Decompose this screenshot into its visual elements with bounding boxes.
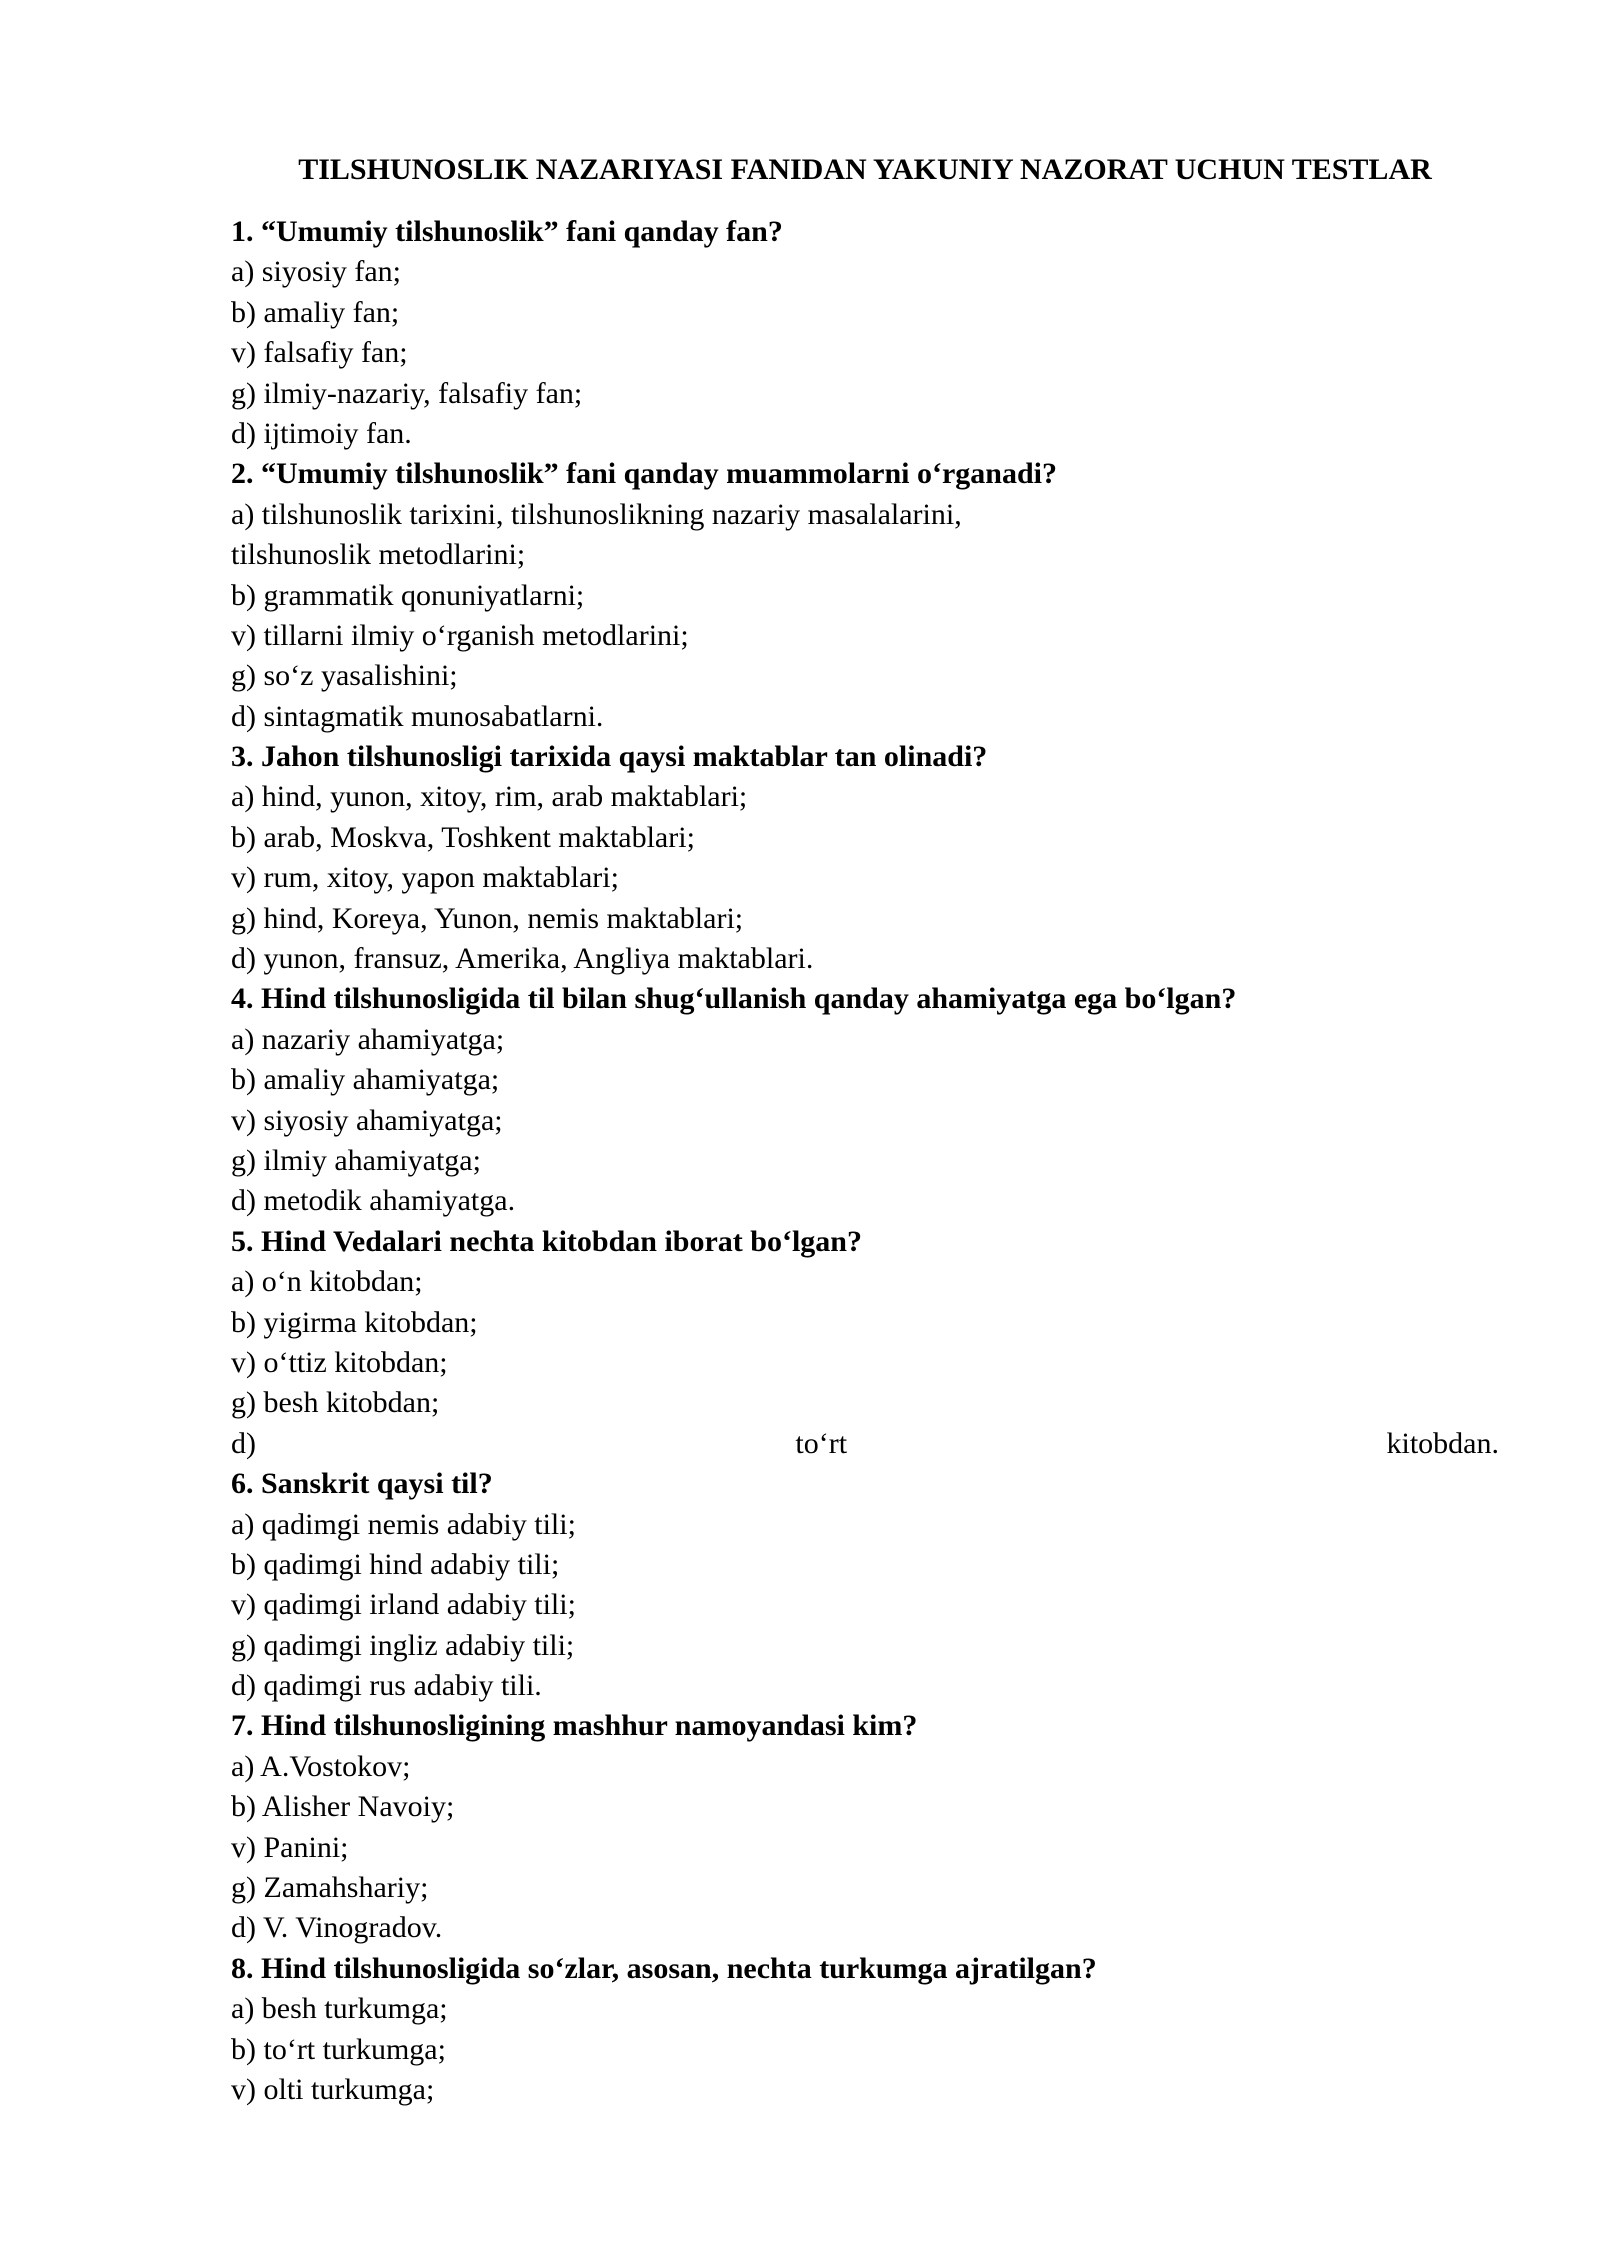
answer-option: v) o‘ttiz kitobdan; — [231, 1345, 448, 1379]
answer-option: g) ilmiy-nazariy, falsafiy fan; — [231, 376, 583, 410]
question-4: 4. Hind tilshunosligida til bilan shug‘ullanish qanday ahamiyatga ega bo‘lgan? — [231, 982, 1237, 1016]
answer-option: g) qadimgi ingliz adabiy tili; — [231, 1628, 575, 1662]
question-1: 1. “Umumiy tilshunoslik” fani qanday fan? — [231, 215, 783, 248]
answer-option: d) V. Vinogradov. — [231, 1911, 443, 1945]
answer-option: a) hind, yunon, xitoy, rim, arab maktablari; — [231, 780, 748, 814]
answer-option: a) besh turkumga; — [231, 1992, 448, 2026]
answer-option: d) sintagmatik munosabatlarni. — [231, 699, 604, 733]
answer-option: d) ijtimoiy fan. — [231, 416, 412, 450]
answer-option: b) Alisher Navoiy; — [231, 1790, 455, 1824]
answer-option: b) amaliy ahamiyatga; — [231, 1063, 500, 1097]
answer-option: v) rum, xitoy, yapon maktablari; — [231, 861, 619, 895]
answer-option-justified — [231, 1424, 1499, 1464]
answer-option: g) Zamahshariy; — [231, 1871, 429, 1905]
answer-option: a) tilshunoslik tarixini, tilshunoslikning nazariy masalalarini, — [231, 497, 962, 531]
answer-option: b) arab, Moskva, Toshkent maktablari; — [231, 820, 695, 854]
answer-option: g) ilmiy ahamiyatga; — [231, 1143, 481, 1177]
answer-option: b) yigirma kitobdan; — [231, 1305, 478, 1339]
answer-option: b) to‘rt turkumga; — [231, 2032, 446, 2066]
answer-option: a) A.Vostokov; — [231, 1749, 411, 1783]
answer-option: v) tillarni ilmiy o‘rganish metodlarini; — [231, 618, 689, 652]
answer-option: a) siyosiy fan; — [231, 255, 401, 289]
answer-option: g) so‘z yasalishini; — [231, 659, 458, 693]
answer-option: v) qadimgi irland adabiy tili; — [231, 1588, 576, 1622]
answer-option: a) o‘n kitobdan; — [231, 1265, 423, 1299]
answer-option: a) nazariy ahamiyatga; — [231, 1022, 505, 1056]
answer-word: kitobdan. — [1386, 1426, 1499, 1460]
answer-option: a) qadimgi nemis adabiy tili; — [231, 1507, 576, 1541]
answer-option: g) besh kitobdan; — [231, 1386, 440, 1420]
answer-option: g) hind, Koreya, Yunon, nemis maktablari; — [231, 901, 744, 935]
answer-option: b) qadimgi hind adabiy tili; — [231, 1547, 560, 1581]
question-7: 7. Hind tilshunosligining mashhur namoyandasi kim? — [231, 1709, 918, 1743]
answer-letter: d) — [231, 1426, 256, 1460]
answer-option: v) siyosiy ahamiyatga; — [231, 1103, 503, 1137]
answer-word: to‘rt — [795, 1426, 848, 1460]
question-8: 8. Hind tilshunosligida so‘zlar, asosan, nechta turkumga ajratilgan? — [231, 1951, 1097, 1985]
answer-option: b) grammatik qonuniyatlarni; — [231, 578, 585, 612]
question-3: 3. Jahon tilshunosligi tarixida qaysi maktablar tan olinadi? — [231, 740, 988, 774]
test-question-list — [231, 212, 1499, 2110]
question-2: 2. “Umumiy tilshunoslik” fani qanday muammolarni o‘rganadi? — [231, 457, 1057, 491]
question-6: 6. Sanskrit qaysi til? — [231, 1467, 493, 1501]
answer-option: v) olti turkumga; — [231, 2072, 435, 2106]
answer-option-continuation: tilshunoslik metodlarini; — [231, 538, 526, 572]
answer-option: v) Panini; — [231, 1830, 349, 1864]
answer-option: v) falsafiy fan; — [231, 336, 408, 370]
answer-option: d) yunon, fransuz, Amerika, Angliya maktablari. — [231, 942, 814, 976]
answer-option: b) amaliy fan; — [231, 295, 400, 329]
answer-option: d) qadimgi rus adabiy tili. — [231, 1669, 542, 1703]
answer-option: d) metodik ahamiyatga. — [231, 1184, 516, 1218]
document-title: TILSHUNOSLIK NAZARIYASI FANIDAN YAKUNIY NAZORAT UCHUN TESTLAR — [298, 153, 1432, 186]
question-5: 5. Hind Vedalari nechta kitobdan iborat bo‘lgan? — [231, 1224, 862, 1258]
